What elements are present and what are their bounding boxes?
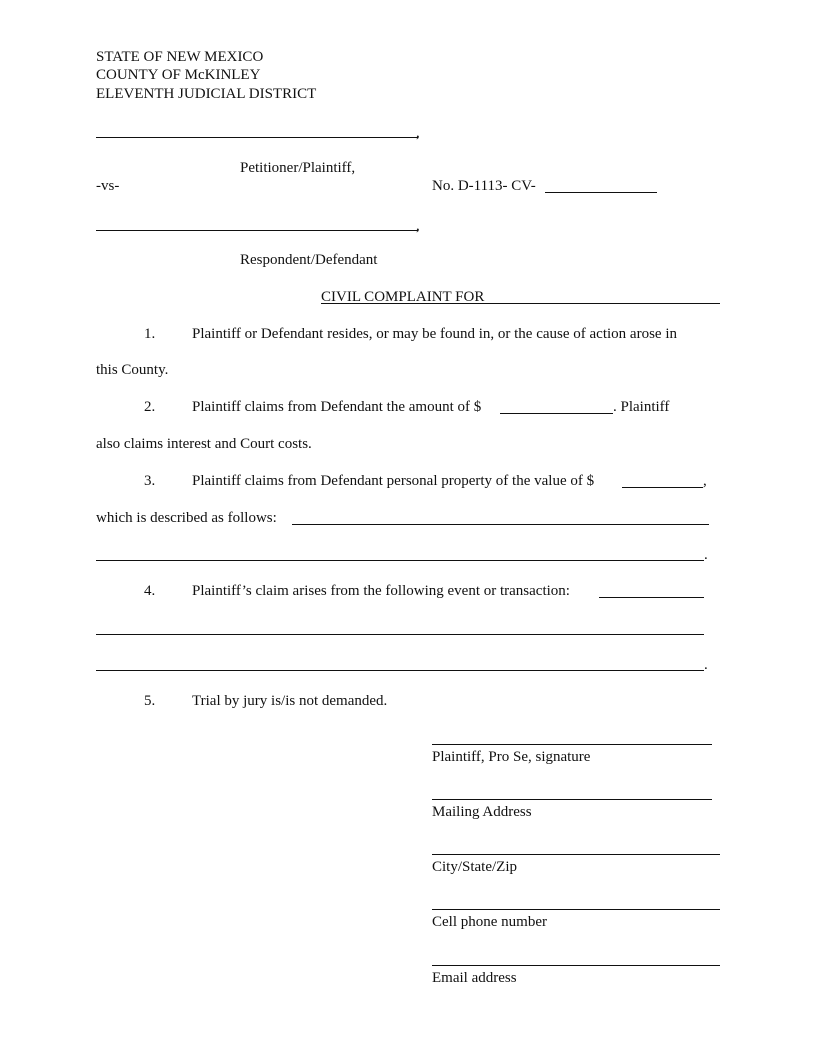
paragraph-2-text: Plaintiff claims from Defendant the amount of $: [192, 399, 482, 415]
paragraph-2-number: 2.: [144, 399, 156, 415]
city-state-zip-label: City/State/Zip: [432, 859, 517, 875]
paragraph-2-text-cont: also claims interest and Court costs.: [96, 436, 312, 452]
respondent-name-field[interactable]: [96, 230, 418, 231]
claim-event-field-1[interactable]: [599, 597, 704, 598]
paragraph-3-text-cont: which is described as follows:: [96, 510, 277, 526]
email-field[interactable]: [432, 965, 720, 966]
claim-event-field-3[interactable]: [96, 670, 704, 671]
cell-phone-field[interactable]: [432, 909, 720, 910]
court-county: COUNTY OF McKINLEY: [96, 67, 261, 83]
court-state: STATE OF NEW MEXICO: [96, 49, 264, 65]
property-value-field[interactable]: [622, 487, 703, 488]
respondent-comma: ,: [416, 218, 420, 234]
paragraph-5-text: Trial by jury is/is not demanded.: [192, 693, 388, 709]
case-number-field[interactable]: [545, 192, 657, 193]
petitioner-label: Petitioner/Plaintiff,: [240, 160, 356, 176]
cell-phone-label: Cell phone number: [432, 914, 547, 930]
paragraph-4-text: Plaintiff’s claim arises from the following event or transaction:: [192, 583, 570, 599]
claim-event-field-2[interactable]: [96, 634, 704, 635]
property-description-field-2[interactable]: [96, 560, 704, 561]
complaint-title-field[interactable]: [321, 303, 720, 304]
paragraph-3-period: .: [704, 547, 708, 563]
court-district: ELEVENTH JUDICIAL DISTRICT: [96, 86, 317, 102]
city-state-zip-field[interactable]: [432, 854, 720, 855]
paragraph-1-text: Plaintiff or Defendant resides, or may be found in, or the cause of action arose in: [192, 326, 677, 342]
paragraph-4-period: .: [704, 657, 708, 673]
complaint-title: CIVIL COMPLAINT FOR: [321, 289, 485, 305]
mailing-address-label: Mailing Address: [432, 804, 532, 820]
signature-field[interactable]: [432, 744, 712, 745]
property-description-field-1[interactable]: [292, 524, 709, 525]
paragraph-4-number: 4.: [144, 583, 156, 599]
paragraph-2-text-end: . Plaintiff: [613, 399, 670, 415]
case-number-label: No. D-1113- CV-: [432, 178, 536, 194]
paragraph-3-number: 3.: [144, 473, 156, 489]
amount-claimed-field[interactable]: [500, 413, 613, 414]
paragraph-5-number: 5.: [144, 693, 156, 709]
petitioner-name-field[interactable]: [96, 137, 418, 138]
signature-label: Plaintiff, Pro Se, signature: [432, 749, 591, 765]
paragraph-3-comma: ,: [703, 473, 707, 489]
paragraph-1-text-cont: this County.: [96, 362, 169, 378]
versus-label: -vs-: [96, 178, 120, 194]
paragraph-3-text: Plaintiff claims from Defendant personal property of the value of $: [192, 473, 595, 489]
petitioner-comma: ,: [416, 125, 420, 141]
email-label: Email address: [432, 970, 517, 986]
mailing-address-field[interactable]: [432, 799, 712, 800]
respondent-label: Respondent/Defendant: [240, 252, 378, 268]
paragraph-1-number: 1.: [144, 326, 156, 342]
